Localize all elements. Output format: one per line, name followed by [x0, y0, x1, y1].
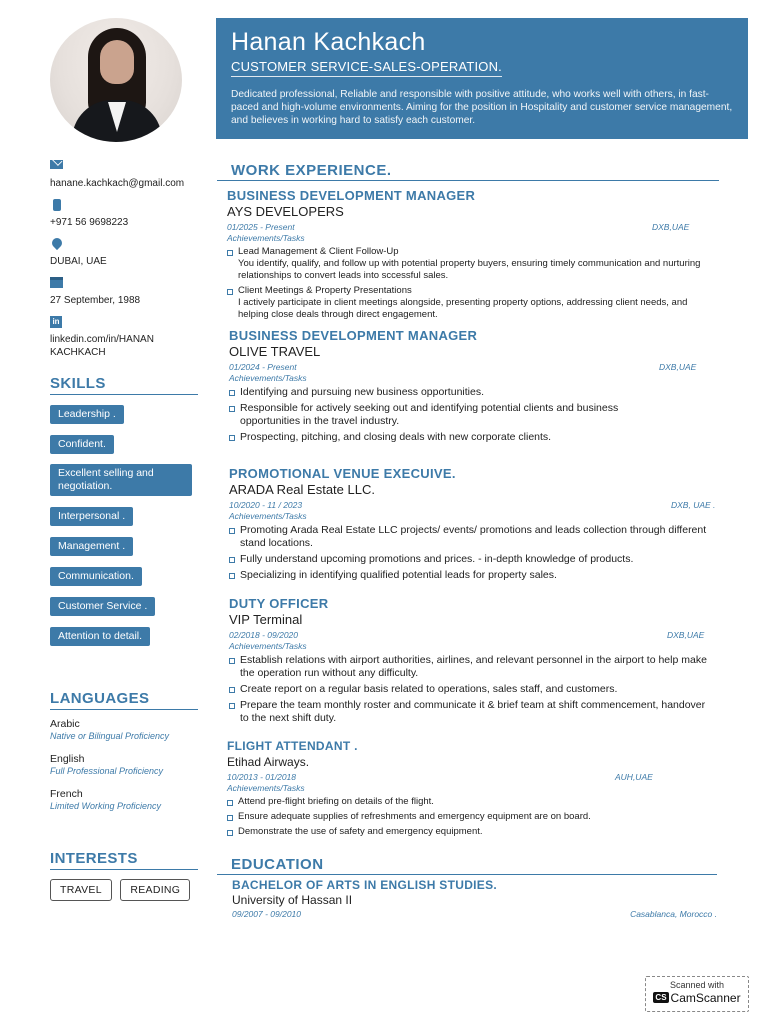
skill-tag: Confident. [50, 435, 114, 454]
phone-icon [53, 199, 61, 211]
job-bullet: Ensure adequate supplies of refreshments and emergency equipment are on board. [227, 811, 707, 823]
job-subheading: Achievements/Tasks [227, 783, 305, 793]
contact-location [50, 238, 200, 268]
location-value: DUBAI, UAE [50, 256, 107, 267]
job-meta [227, 772, 719, 783]
job-title: BUSINESS DEVELOPMENT MANAGER [229, 328, 478, 343]
job-dates: 10/2013 - 01/2018 [227, 772, 297, 782]
job-bullet: Demonstrate the use of safety and emergency equipment. [227, 826, 707, 838]
camscanner-badge [645, 976, 749, 1012]
education-location: Casablanca, Morocco . [630, 909, 717, 919]
email-value[interactable]: hanane.kachkach@gmail.com [50, 178, 185, 189]
skills-heading: SKILLS [50, 375, 198, 395]
job-entry [217, 328, 719, 447]
skill-tag: Attention to detail. [50, 627, 150, 646]
job-title: PROMOTIONAL VENUE EXECUIVE. [229, 466, 456, 481]
skill-tag: Management . [50, 537, 133, 556]
job-bullet: Create report on a regular basis related to operations, sales staff, and customers. [229, 683, 711, 696]
job-subheading: Achievements/Tasks [229, 511, 307, 521]
language-name: French [50, 788, 83, 800]
candidate-name: Hanan Kachkach [231, 28, 426, 56]
interests-heading: INTERESTS [50, 850, 198, 870]
language-item [50, 753, 169, 777]
languages-heading: LANGUAGES [50, 690, 198, 710]
job-location: DXB, UAE . [671, 500, 716, 510]
job-bullet: Prepare the team monthly roster and communicate it & brief team at shift commencement, handover to the next shift duty. [229, 699, 711, 725]
job-bullet: Identifying and pursuing new business opportunities. [229, 386, 649, 399]
job-location: DXB,UAE [659, 362, 697, 372]
job-bullet: Prospecting, pitching, and closing deals with new corporate clients. [229, 431, 649, 444]
job-meta [227, 222, 719, 233]
job-company: Etihad Airways. [227, 755, 310, 769]
skill-tag: Interpersonal . [50, 507, 133, 526]
job-meta [229, 630, 719, 641]
education-meta [232, 909, 717, 919]
job-location: AUH,UAE [615, 772, 653, 782]
job-title: FLIGHT ATTENDANT . [227, 739, 358, 753]
language-item [50, 788, 169, 812]
job-subheading: Achievements/Tasks [229, 641, 307, 651]
job-bullet: Establish relations with airport authorities, airlines, and relevant personnel in the airport to help make the operation run without any difficulty. [229, 654, 711, 680]
scanner-caption: Scanned with [669, 980, 725, 990]
interest-tag: TRAVEL [50, 879, 112, 901]
job-bullet: Promoting Arada Real Estate LLC projects/ events/ promotions and leads collection through different stand locations. [229, 524, 707, 550]
job-company: VIP Terminal [229, 612, 303, 627]
education-heading: EDUCATION [217, 856, 717, 875]
job-title: DUTY OFFICER [229, 596, 329, 611]
job-dates: 10/2020 - 11 / 2023 [229, 500, 303, 510]
right-column [217, 162, 719, 919]
job-location: DXB,UAE [667, 630, 705, 640]
left-column [50, 160, 200, 896]
job-dates: 02/2018 - 09/2020 [229, 630, 299, 640]
job-bullet: Responsible for actively seeking out and identifying potential clients and business opportunities in the travel industry. [229, 402, 649, 428]
phone-value: +971 56 9698223 [50, 217, 129, 228]
job-company: OLIVE TRAVEL [229, 344, 321, 359]
job-company: AYS DEVELOPERS [227, 204, 344, 219]
job-dates: 01/2025 - Present [227, 222, 295, 232]
job-bullet: Specializing in identifying qualified potential leads for property sales. [229, 569, 707, 582]
job-meta [229, 500, 719, 511]
job-bullet: Fully understand upcoming promotions and prices. - in-depth knowledge of products. [229, 553, 707, 566]
job-dates: 01/2024 - Present [229, 362, 297, 372]
job-entry [217, 596, 719, 728]
job-subheading: Achievements/Tasks [227, 233, 305, 243]
skill-tag: Customer Service . [50, 597, 155, 616]
skills-list [50, 404, 200, 656]
work-experience-heading: WORK EXPERIENCE. [217, 162, 719, 181]
job-bullet: Attend pre-flight briefing on details of the flight. [227, 796, 707, 808]
candidate-role: CUSTOMER SERVICE-SALES-OPERATION. [231, 59, 502, 77]
education-degree: BACHELOR OF ARTS IN ENGLISH STUDIES. [232, 878, 498, 892]
scanner-brand-name: CamScanner [670, 991, 741, 1005]
education-entry [232, 878, 717, 919]
header-band [216, 18, 748, 139]
language-level: Native or Bilingual Proficiency [50, 731, 170, 741]
birthdate-value: 27 September, 1988 [50, 295, 141, 306]
interests-list [50, 879, 194, 901]
job-meta [229, 362, 719, 373]
contact-email [50, 160, 200, 190]
language-level: Full Professional Proficiency [50, 766, 164, 776]
location-pin-icon [50, 236, 64, 250]
profile-summary: Dedicated professional, Reliable and responsible with positive attitude, who works well with others, in fast-paced and high-volume environments. Aiming for the position in Hospitality and customer service management, and believes in working hard to satisfy each customer. [231, 89, 733, 126]
job-entry [217, 188, 719, 324]
email-icon [50, 160, 63, 169]
interest-tag: READING [120, 879, 190, 901]
language-name: Arabic [50, 718, 80, 730]
job-entry [217, 466, 719, 585]
languages-list [50, 718, 169, 823]
job-company: ARADA Real Estate LLC. [229, 482, 375, 497]
profile-photo [50, 18, 182, 142]
job-bullet: Client Meetings & Property Presentations I actively participate in client meetings alongside, presenting property options, addressing client needs, and helping close deals through direct engagement. [227, 285, 707, 321]
linkedin-icon: in [50, 316, 62, 328]
photo-face [100, 40, 134, 84]
contact-phone [50, 199, 200, 229]
scanner-brand [646, 991, 748, 1005]
language-name: English [50, 753, 85, 765]
job-subheading: Achievements/Tasks [229, 373, 307, 383]
job-entry [217, 738, 719, 841]
skill-tag: Communication. [50, 567, 142, 586]
contact-linkedin [50, 316, 200, 359]
camscanner-logo-icon: CS [655, 993, 667, 1002]
education-dates: 09/2007 - 09/2010 [232, 909, 302, 919]
language-item [50, 718, 169, 742]
linkedin-value[interactable]: linkedin.com/in/HANAN KACHKACH [50, 334, 154, 358]
job-title: BUSINESS DEVELOPMENT MANAGER [227, 188, 476, 203]
calendar-icon [50, 277, 63, 288]
skill-tag: Excellent selling and negotiation. [50, 464, 192, 496]
job-location: DXB,UAE [652, 222, 690, 232]
education-school: University of Hassan II [232, 893, 353, 907]
language-level: Limited Working Proficiency [50, 801, 162, 811]
skill-tag: Leadership . [50, 405, 124, 424]
contact-birthdate [50, 277, 200, 307]
job-bullet: Lead Management & Client Follow-Up You identify, qualify, and follow up with potential property buyers, ensuring timely communication and nurturing relationships to convert leads into sccessful sales. [227, 246, 707, 282]
